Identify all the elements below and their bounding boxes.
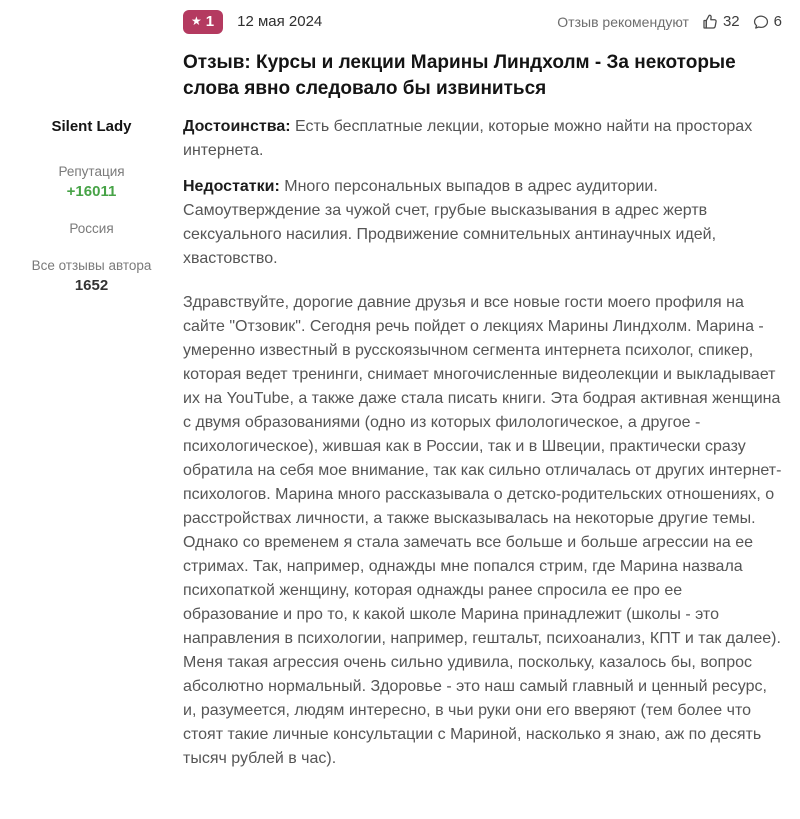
- cons-label: Недостатки:: [183, 178, 280, 196]
- review-paragraph: Однако со временем я стала замечать все больше и больше агрессии на ее стримах. Так, например, однажды мне попался стрим, где Марина назвала психопаткой женщину, которая однажды ранее спросила ее про ее образование и про то, к какой школе Марина принадлежит (школы - это направления в психологии, например, гештальт, психоанализ, КПТ и так далее). Меня такая агрессия очень сильно удивила, поскольку, казалось бы, вопрос абсолютно нормальный. Здоровье - это наш самый главный и ценный ресурс, и, разумеется, людям интересно, в чьи руки они его вверяют (тем более что стоят такие личные консультации с Мариной, насколько я знаю, аж по десять тысяч рублей в час).: [183, 534, 781, 768]
- review-date: 12 мая 2024: [237, 13, 323, 30]
- author-reviews-block: [0, 256, 183, 297]
- review-paragraph: Здравствуйте, дорогие давние друзья и все новые гости моего профиля на сайте "Отзовик". Сегодня речь пойдет о лекциях Марины Линдхолм. Марина - умеренно известный в русскоязычном сегмента интернета психолог, спикер, которая ведет тренинги, снимает многочисленные видеолекции и выкладывает их на YouTube, а также даже стала писать книги. Эта бодрая активная женщина с двумя образованиями (одно из которых филологическое, а другое - психологическое), жившая как в России, так и в Швеции, практически сразу обратила на себя мое внимание, так как сильно отличалась от других интернет-психологов. Марина много рассказывала о детско-родительских отношениях, о расстройствах личности, а также высказывалась на некоторые другие темы.: [183, 294, 782, 528]
- thumbs-up-icon: [701, 13, 719, 31]
- review-body: [183, 291, 782, 771]
- comments-button[interactable]: [752, 13, 782, 31]
- pros-text: Есть бесплатные лекции, которые можно найти на просторах интернета.: [183, 118, 753, 160]
- comment-icon: [752, 13, 770, 31]
- reputation-block: [0, 162, 183, 203]
- likes-button[interactable]: [701, 13, 740, 31]
- reputation-value: +16011: [66, 183, 117, 201]
- likes-count: 32: [722, 13, 740, 30]
- cons-text: Много персональных выпадов в адрес аудитории. Самоутверждение за чужой счет, грубые высказывания в адрес жертв сексуального насилия. Продвижение сомнительных антинаучных идей, хвастовство.: [183, 178, 717, 268]
- author-reviews-label[interactable]: Все отзывы автора: [31, 257, 152, 273]
- cons-paragraph: [183, 175, 782, 271]
- author-name[interactable]: Silent Lady: [51, 118, 132, 135]
- author-reviews-count[interactable]: 1652: [74, 277, 109, 294]
- comments-count: 6: [773, 13, 782, 30]
- pros-label: Достоинства:: [183, 118, 291, 136]
- recommend-label: Отзыв рекомендуют: [557, 13, 689, 30]
- review-title: Отзыв: Курсы и лекции Марины Линдхолм - За некоторые слова явно следовало бы извиниться: [183, 52, 736, 99]
- review-main: [183, 0, 800, 771]
- rating-badge: [183, 10, 223, 34]
- pros-paragraph: [183, 115, 782, 163]
- rating-value: 1: [205, 12, 215, 30]
- review-header: [183, 8, 782, 35]
- star-icon: ★: [191, 14, 202, 28]
- author-country: Россия: [69, 220, 114, 236]
- reputation-label: Репутация: [58, 164, 125, 179]
- author-sidebar: [0, 0, 183, 771]
